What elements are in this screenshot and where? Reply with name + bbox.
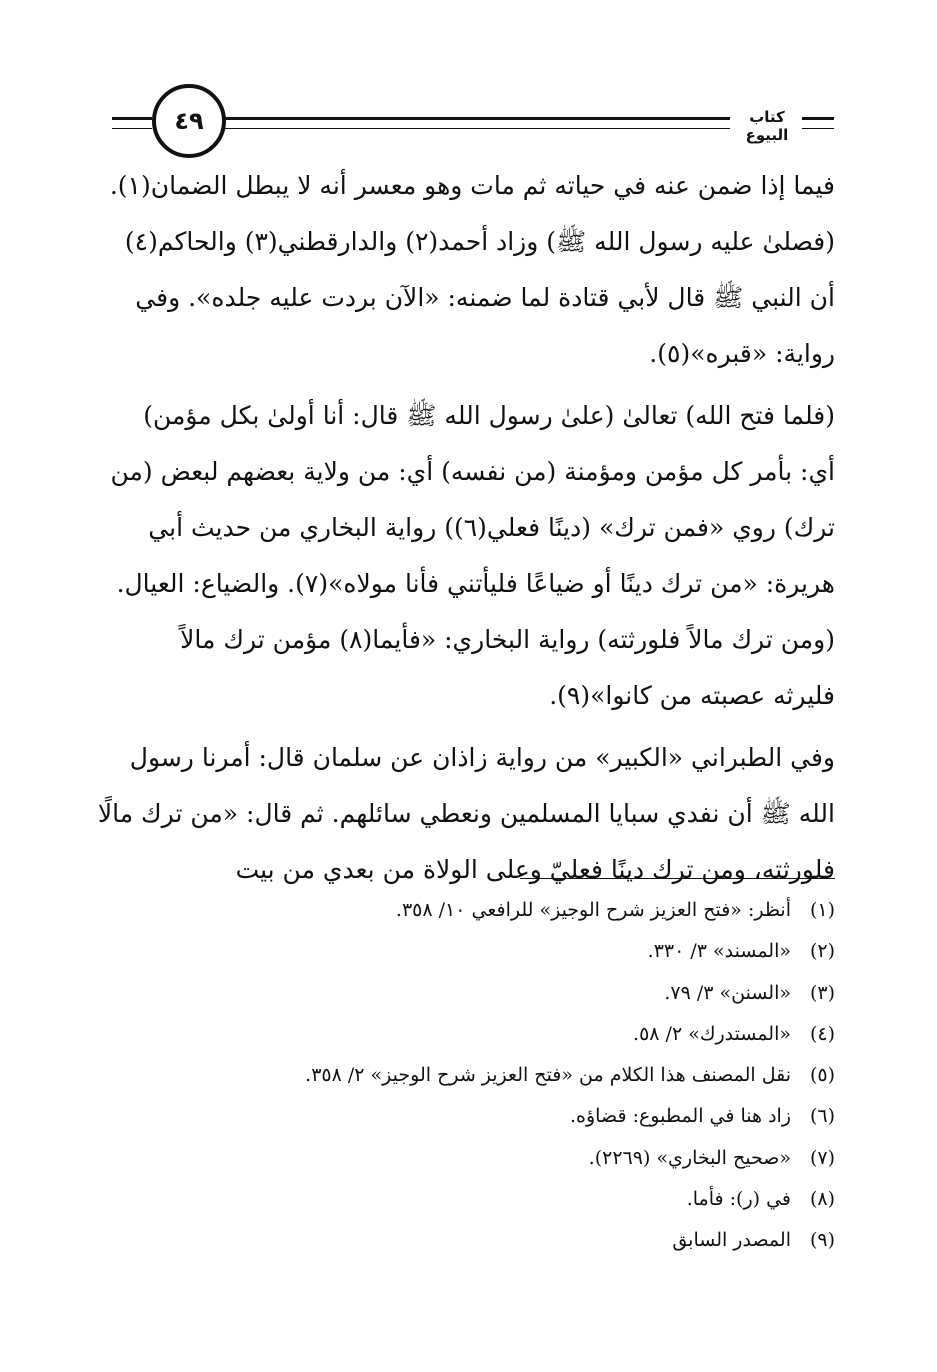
footnote-text: «المستدرك» ٢/ ٥٨. xyxy=(633,1022,791,1045)
footnote-text: «صحيح البخاري» (٢٢٦٩). xyxy=(588,1146,791,1169)
footnotes xyxy=(115,890,835,1262)
footnote-number: (٦) xyxy=(809,1105,835,1128)
footnote-number: (٨) xyxy=(809,1188,835,1211)
footnote xyxy=(115,931,835,972)
text-line: ترك) روي «فمن ترك» (دينًا فعلي(٦)) رواية البخاري من حديث أبي xyxy=(148,513,835,542)
page-number: ٤٩ xyxy=(174,107,204,135)
footnote xyxy=(115,1014,835,1055)
text-line: (فصلىٰ عليه رسول الله ﷺ) وزاد أحمد(٢) والدارقطني(٣) والحاكم(٤) xyxy=(124,227,835,256)
footnote xyxy=(115,1179,835,1220)
page-header xyxy=(112,82,834,162)
header-rule-left xyxy=(112,117,152,129)
text-line: أي: بأمر كل مؤمن ومؤمنة (من نفسه) أي: من ولاية بعضهم لبعض (من xyxy=(110,457,835,486)
footnote-number: (٩) xyxy=(809,1229,835,1252)
footnote-text: «السنن» ٣/ ٧٩. xyxy=(664,981,791,1004)
text-line: أن النبي ﷺ قال لأبي قتادة لما ضمنه: «الآن بردت عليه جلده». وفي xyxy=(135,283,835,312)
header-rule-middle xyxy=(224,117,730,129)
footnote xyxy=(115,1055,835,1096)
footnote xyxy=(115,890,835,931)
footnote-number: (٥) xyxy=(809,1064,835,1087)
footnote-number: (١) xyxy=(809,899,835,921)
footnote-text: زاد هنا في المطبوع: قضاؤه. xyxy=(570,1105,791,1128)
footnote-number: (٧) xyxy=(809,1146,835,1169)
footnote-separator xyxy=(520,878,835,879)
footnote-number: (٢) xyxy=(809,940,835,963)
text-line: (فلما فتح الله) تعالىٰ (علىٰ رسول الله ﷺ قال: أنا أولىٰ بكل مؤمن) xyxy=(143,401,835,430)
page-number-badge xyxy=(152,84,226,158)
text-line: (ومن ترك مالاً فلورثته) رواية البخاري: «فأيما(٨) مؤمن ترك مالاً xyxy=(180,625,835,654)
chapter-title: كتاب البيوع xyxy=(745,108,789,144)
text-line: هريرة: «من ترك دينًا أو ضياعًا فليأتني فأنا مولاه»(٧). والضياع: العيال. xyxy=(116,569,835,598)
main-text xyxy=(97,158,835,898)
header-rule-right xyxy=(802,117,834,129)
footnote-text: نقل المصنف هذا الكلام من «فتح العزيز شرح الوجيز» ٢/ ٣٥٨. xyxy=(305,1064,791,1087)
footnote xyxy=(115,1138,835,1179)
footnote xyxy=(115,973,835,1014)
footnote xyxy=(115,1220,835,1261)
footnote-number: (٣) xyxy=(809,981,835,1004)
footnote-text: في (ر): فأما. xyxy=(686,1188,791,1211)
text-line: رواية: «قبره»(٥). xyxy=(649,339,835,368)
text-line: فلورثته، ومن ترك دينًا فعليّ وعلى الولاة من بعدي من بيت xyxy=(235,855,835,884)
footnote xyxy=(115,1096,835,1137)
text-line: فيما إذا ضمن عنه في حياته ثم مات وهو معسر أنه لا يبطل الضمان(١). xyxy=(109,171,835,200)
footnote-text: أنظر: «فتح العزيز شرح الوجيز» للرافعي ١٠/ ٣٥٨. xyxy=(395,899,791,921)
footnote-text: المصدر السابق xyxy=(672,1229,791,1252)
text-line: الله ﷺ أن نفدي سبايا المسلمين ونعطي سائلهم. ثم قال: «من ترك مالًا xyxy=(97,799,835,828)
text-line: فليرثه عصبته من كانوا»(٩). xyxy=(549,681,835,710)
text-line: وفي الطبراني «الكبير» من رواية زاذان عن سلمان قال: أمرنا رسول xyxy=(129,743,835,772)
footnote-number: (٤) xyxy=(809,1022,835,1045)
footnote-text: «المسند» ٣/ ٣٣٠. xyxy=(647,940,791,963)
